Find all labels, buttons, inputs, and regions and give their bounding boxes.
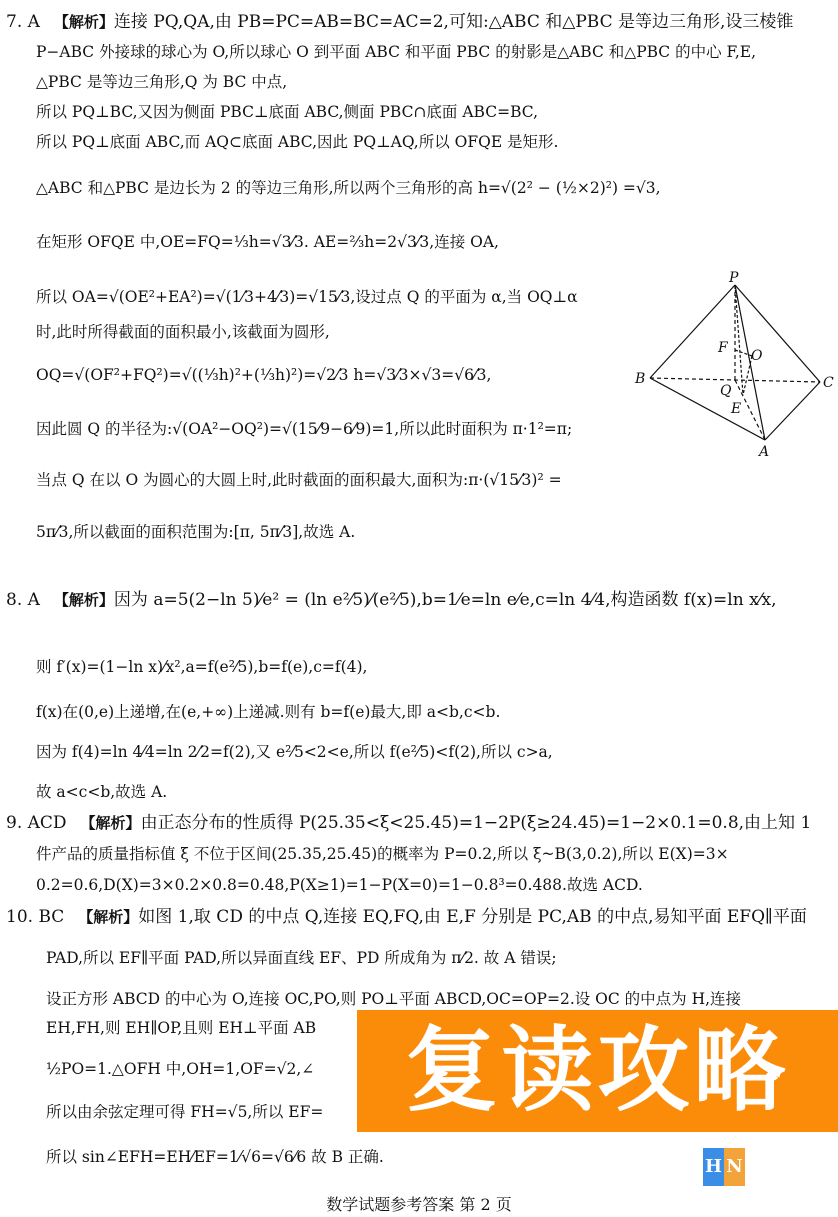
q8-line: 因为 f(4)=ln 4⁄4=ln 2⁄2=f(2),又 e²⁄5<2<e,所以 f(e²⁄5)<f(2),所以 c>a, (36, 743, 553, 761)
q8-line: 则 f′(x)=(1−ln x)⁄x²,a=f(e²⁄5),b=f(e),c=f(4), (36, 658, 368, 676)
q8-line: 故 a<c<b,故选 A. (36, 783, 168, 801)
label-O: O (751, 348, 763, 364)
label-E: E (731, 401, 742, 417)
q9-answer: 9. ACD (6, 813, 67, 833)
label-A: A (759, 444, 770, 460)
hn-logo (703, 1148, 745, 1190)
q8-number (6, 590, 777, 610)
label-F: F (718, 340, 728, 356)
label-Q: Q (720, 383, 732, 399)
logo-h: H (703, 1148, 724, 1186)
q7-answer: 7. A (6, 12, 40, 32)
q10-line: EH,FH,则 EH∥OP,且则 EH⊥平面 AB (46, 1019, 317, 1037)
page-footer: 数学试题参考答案 第 2 页 (326, 1195, 512, 1214)
q10-line: 所以由余弦定理可得 FH=√5,所以 EF= (46, 1103, 324, 1121)
q7-line: △ABC 和△PBC 是边长为 2 的等边三角形,所以两个三角形的高 h=√(2² − (½×2)²) =√3, (36, 179, 661, 197)
watermark-banner: 复读攻略 (357, 1010, 838, 1132)
q7-line: 在矩形 OFQE 中,OE=FQ=⅓h=√3⁄3. AE=⅔h=2√3⁄3,连接 OA, (36, 233, 499, 251)
q7-line: 时,此时所得截面的面积最小,该截面为圆形, (36, 323, 330, 341)
q9-line: 由正态分布的性质得 P(25.35<ξ<25.45)=1−2P(ξ≥24.45)=1−2×0.1=0.8,由上知 1 (140, 813, 812, 833)
q7-line: △PBC 是等边三角形,Q 为 BC 中点, (36, 73, 288, 91)
label-P: P (729, 270, 739, 286)
q8-answer: 8. A (6, 590, 40, 610)
q10-answer: 10. BC (6, 907, 65, 927)
label-C: C (823, 375, 834, 391)
q7-line: 所以 PQ⊥底面 ABC,而 AQ⊂底面 ABC,因此 PQ⊥AQ,所以 OFQE 是矩形. (36, 133, 559, 151)
q9-line: 0.2=0.6,D(X)=3×0.2×0.8=0.48,P(X≥1)=1−P(X=0)=1−0.8³=0.488.故选 ACD. (36, 876, 643, 894)
q7-line: 所以 PQ⊥BC,又因为侧面 PBC⊥底面 ABC,侧面 PBC∩底面 ABC=BC, (36, 103, 538, 121)
q10-line: 所以 sin∠EFH=EH⁄EF=1⁄√6=√6⁄6 故 B 正确. (46, 1148, 384, 1166)
q10-line: ½PO=1.△OFH 中,OH=1,OF=√2,∠ (46, 1060, 315, 1078)
q9-line: 件产品的质量指标值 ξ 不位于区间(25.35,25.45)的概率为 P=0.2,所以 ξ~B(3,0.2),所以 E(X)=3× (36, 845, 729, 863)
q7-line: 5π⁄3,所以截面的面积范围为:[π, 5π⁄3],故选 A. (36, 523, 356, 541)
q7-line: 连接 PQ,QA,由 PB=PC=AB=BC=AC=2,可知:△ABC 和△PBC 是等边三角形,设三棱锥 (113, 12, 794, 32)
q7-analysis-tag: 【解析】 (53, 13, 114, 31)
logo-n: N (724, 1148, 745, 1186)
q10-line: 如图 1,取 CD 的中点 Q,连接 EQ,FQ,由 E,F 分别是 PC,AB 的中点,易知平面 EFQ∥平面 (138, 907, 807, 927)
q8-line: f(x)在(0,e)上递增,在(e,+∞)上递减.则有 b=f(e)最大,即 a<b,c<b. (36, 703, 501, 721)
q10-number (6, 907, 807, 927)
q9-number (6, 813, 811, 833)
q7-line: P−ABC 外接球的球心为 O,所以球心 O 到平面 ABC 和平面 PBC 的射影是△ABC 和△PBC 的中心 F,E, (36, 43, 757, 61)
q10-line: PAD,所以 EF∥平面 PAD,所以异面直线 EF、PD 所成角为 π⁄2. 故 A 错误; (46, 949, 557, 967)
q7-number (6, 12, 793, 32)
q9-analysis-tag: 【解析】 (80, 814, 141, 832)
label-B: B (635, 371, 646, 387)
q10-analysis-tag: 【解析】 (78, 908, 139, 926)
q7-line: 当点 Q 在以 O 为圆心的大圆上时,此时截面的面积最大,面积为:π·(√15⁄3)² = (36, 471, 562, 489)
q8-analysis-tag: 【解析】 (53, 591, 114, 609)
q8-line: 因为 a=5(2−ln 5)⁄e² = (ln e²⁄5)⁄(e²⁄5),b=1⁄e=ln e⁄e,c=ln 4⁄4,构造函数 f(x)=ln x⁄x, (113, 590, 777, 610)
q10-line: 设正方形 ABCD 的中心为 O,连接 OC,PO,则 PO⊥平面 ABCD,OC=OP=2.设 OC 的中点为 H,连接 (46, 990, 742, 1008)
tetrahedron-figure (625, 270, 835, 460)
q7-line: OQ=√(OF²+FQ²)=√((⅓h)²+(⅓h)²)=√2⁄3 h=√3⁄3×√3=√6⁄3, (36, 366, 492, 384)
q7-line: 所以 OA=√(OE²+EA²)=√(1⁄3+4⁄3)=√15⁄3,设过点 Q 的平面为 α,当 OQ⊥α (36, 288, 578, 306)
q7-line: 因此圆 Q 的半径为:√(OA²−OQ²)=√(15⁄9−6⁄9)=1,所以此时面积为 π·1²=π; (36, 420, 573, 438)
